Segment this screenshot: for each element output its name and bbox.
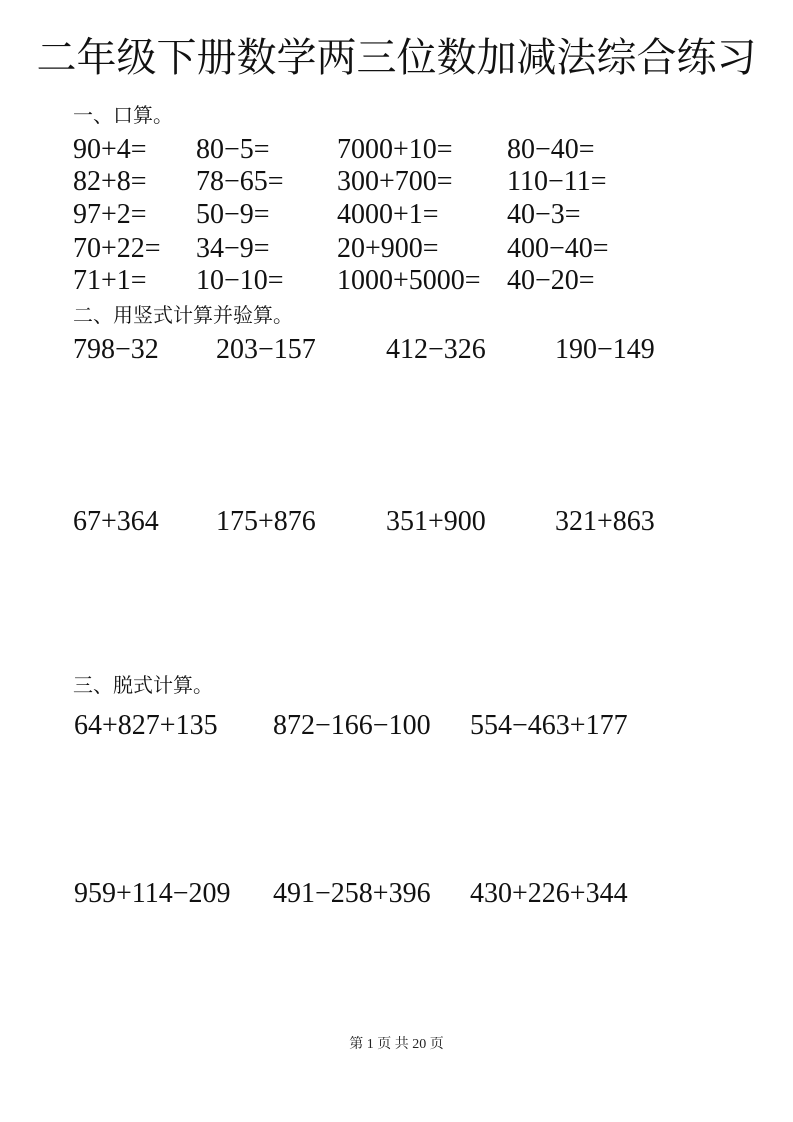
math-problem: 110−11= bbox=[507, 166, 607, 197]
math-problem: 40−20= bbox=[507, 265, 595, 296]
math-problem: 40−3= bbox=[507, 199, 581, 230]
section-2-heading: 二、用竖式计算并验算。 bbox=[73, 305, 293, 327]
math-problem: 4000+1= bbox=[337, 199, 439, 230]
math-problem: 798−32 bbox=[73, 334, 159, 365]
math-problem: 34−9= bbox=[196, 233, 270, 264]
math-problem: 351+900 bbox=[386, 506, 486, 537]
math-problem: 50−9= bbox=[196, 199, 270, 230]
math-problem: 67+364 bbox=[73, 506, 159, 537]
math-problem: 97+2= bbox=[73, 199, 147, 230]
math-problem: 10−10= bbox=[196, 265, 284, 296]
vertical-calc-row bbox=[73, 505, 655, 539]
math-problem: 80−5= bbox=[196, 134, 270, 165]
oral-calc-row bbox=[73, 264, 595, 298]
math-problem: 300+700= bbox=[337, 166, 453, 197]
math-problem: 7000+10= bbox=[337, 134, 453, 165]
math-problem: 80−40= bbox=[507, 134, 595, 165]
math-problem: 412−326 bbox=[386, 334, 486, 365]
math-problem: 321+863 bbox=[555, 506, 655, 537]
oral-calc-row bbox=[73, 165, 607, 199]
math-problem: 554−463+177 bbox=[470, 710, 628, 741]
math-problem: 430+226+344 bbox=[470, 878, 628, 909]
oral-calc-row bbox=[73, 198, 581, 232]
math-problem: 70+22= bbox=[73, 233, 161, 264]
math-problem: 190−149 bbox=[555, 334, 655, 365]
math-problem: 90+4= bbox=[73, 134, 147, 165]
math-problem: 872−166−100 bbox=[273, 710, 431, 741]
page-number: 第 1 页 共 20 页 bbox=[349, 1037, 444, 1052]
math-problem: 82+8= bbox=[73, 166, 147, 197]
section-1-heading: 一、口算。 bbox=[73, 105, 173, 127]
section-3-heading: 三、脱式计算。 bbox=[73, 675, 213, 697]
math-problem: 400−40= bbox=[507, 233, 609, 264]
math-problem: 71+1= bbox=[73, 265, 147, 296]
math-problem: 1000+5000= bbox=[337, 265, 481, 296]
math-problem: 175+876 bbox=[216, 506, 316, 537]
vertical-calc-row bbox=[73, 333, 655, 367]
oral-calc-row bbox=[73, 133, 595, 167]
math-problem: 78−65= bbox=[196, 166, 284, 197]
math-problem: 64+827+135 bbox=[74, 710, 218, 741]
page-title: 二年级下册数学两三位数加减法综合练习 bbox=[36, 35, 757, 80]
step-calc-row bbox=[74, 709, 628, 743]
step-calc-row bbox=[74, 877, 628, 911]
math-problem: 491−258+396 bbox=[273, 878, 431, 909]
math-problem: 959+114−209 bbox=[74, 878, 231, 909]
math-problem: 203−157 bbox=[216, 334, 316, 365]
oral-calc-row bbox=[73, 232, 609, 266]
math-problem: 20+900= bbox=[337, 233, 439, 264]
